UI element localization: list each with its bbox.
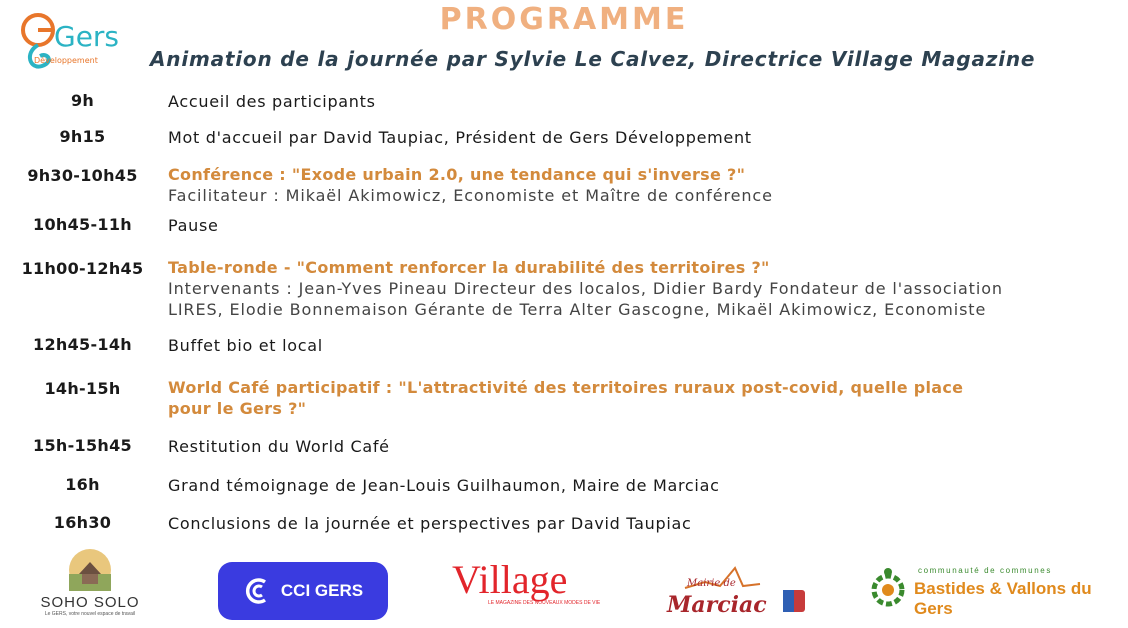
schedule-highlight: World Café participatif : "L'attractivité des territoires ruraux post-covid, quelle place — [168, 378, 964, 397]
soho-house-icon — [67, 548, 113, 592]
soho-solo-name: SOHO SOLO — [40, 594, 140, 611]
schedule-time: 9h15 — [59, 127, 106, 146]
soho-solo-tagline: Le GERS, votre nouvel espace de travail — [44, 611, 136, 617]
schedule-text: Accueil des participants — [168, 92, 376, 111]
mairie-marciac-logo — [665, 560, 810, 620]
schedule-desc — [168, 257, 1118, 320]
schedule-subtext: Facilitateur : Mikaël Akimowicz, Economiste et Maître de conférence — [168, 186, 773, 205]
page-title: PROGRAMME — [439, 2, 689, 37]
schedule-text: Pause — [168, 216, 219, 235]
village-tagline: LE MAGAZINE DES NOUVEAUX MODES DE VIE — [488, 600, 601, 606]
bastides-top-text: communauté de communes — [918, 566, 1052, 575]
village-name: Village — [452, 557, 568, 602]
schedule-text: Restitution du World Café — [168, 437, 390, 456]
schedule-text: Buffet bio et local — [168, 336, 323, 355]
schedule-highlight: Conférence : "Exode urbain 2.0, une tendance qui s'inverse ?" — [168, 165, 746, 184]
schedule-text: Grand témoignage de Jean-Louis Guilhaumon, Maire de Marciac — [168, 476, 720, 495]
schedule-time: 10h45-11h — [33, 215, 132, 234]
schedule-time: 11h00-12h45 — [21, 259, 144, 278]
bastides-main-text: Bastides & Vallons du Gers — [914, 579, 1092, 618]
page-subtitle: Animation de la journée par Sylvie Le Calvez, Directrice Village Magazine — [150, 47, 1036, 71]
schedule-subtext: LIRES, Elodie Bonnemaison Gérante de Terra Alter Gascogne, Mikaël Akimowicz, Economiste — [168, 300, 987, 319]
schedule-text: Conclusions de la journée et perspectives par David Taupiac — [168, 514, 692, 533]
schedule-time: 16h — [65, 475, 100, 494]
cci-logo-icon — [243, 576, 273, 606]
schedule-time: 14h-15h — [44, 379, 121, 398]
schedule-time: 12h45-14h — [33, 335, 132, 354]
schedule-desc — [168, 377, 1118, 419]
schedule-highlight: Table-ronde - "Comment renforcer la durabilité des territoires ?" — [168, 258, 770, 277]
village-magazine-logo — [452, 557, 607, 620]
gers-logo-subtext: Développement — [34, 56, 98, 65]
schedule-subtext: Intervenants : Jean-Yves Pineau Directeur des localos, Didier Bardy Fondateur de l'association — [168, 279, 1003, 298]
schedule-desc — [168, 164, 1118, 206]
cci-gers-name: CCI GERS — [280, 581, 364, 600]
marciac-line2: Marciac — [667, 592, 767, 618]
cci-gers-logo — [218, 562, 388, 620]
schedule-highlight: pour le Gers ?" — [168, 399, 307, 418]
leaf-circle-icon — [868, 566, 908, 610]
schedule-time: 9h — [70, 91, 95, 110]
soho-solo-logo — [30, 548, 150, 626]
schedule-text: Mot d'accueil par David Taupiac, Président de Gers Développement — [168, 128, 752, 147]
bastides-vallons-logo — [868, 566, 1120, 616]
schedule-time: 16h30 — [53, 513, 112, 532]
schedule-time: 15h-15h45 — [33, 436, 132, 455]
marciac-logo-icon — [665, 560, 810, 620]
gers-logo-text: Gers — [54, 20, 120, 53]
schedule-time: 9h30-10h45 — [27, 166, 138, 185]
marciac-line1: Mairie de — [687, 578, 736, 589]
